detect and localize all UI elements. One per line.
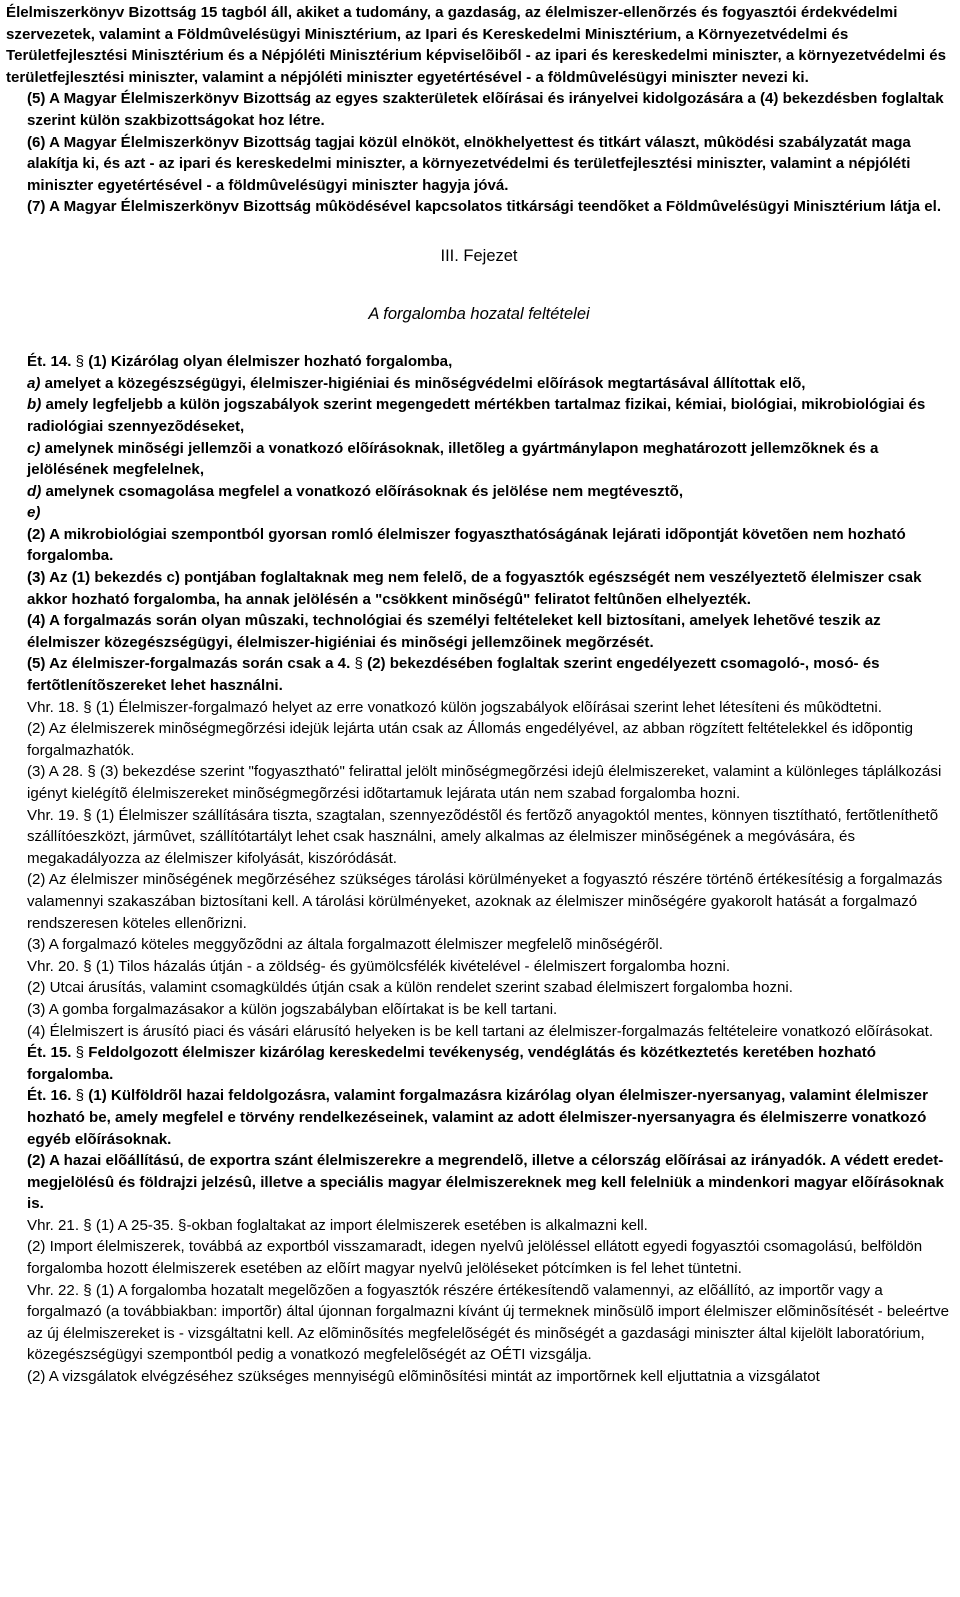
paragraph-text: (1) Külföldrõl hazai feldolgozásra, valamint forgalmazásra kizárólag olyan élelmiszer-nyersanyag, valamint élelmiszer hozható be, amely megfelel e törvény rendelkezéseinek, valamint az adott élelmiszer-nyersanyagra és élelmiszerre vonatkozó egyéb elõírásoknak.	[27, 1087, 928, 1148]
paragraph-p_5	[6, 88, 952, 131]
paragraph-et14	[6, 351, 952, 373]
section-sign: §	[354, 655, 363, 673]
section-sign: §	[87, 763, 96, 781]
paragraph-text: Ét. 16.	[27, 1087, 76, 1105]
paragraph-vhr21_1	[6, 1215, 952, 1237]
list-marker: a)	[27, 374, 41, 392]
paragraph-text: (2) Import élelmiszerek, továbbá az exportból visszamaradt, idegen nyelvû jelöléssel ellátott egyedi fogyasztói csomagolású, belföldön forgalomba hozott élelmiszerek esetében az elõírt magyar nyelvû jelöléseket pótcímken is fel lehet tüntetni.	[27, 1238, 923, 1278]
section-sign: §	[178, 1216, 187, 1234]
paragraph-vhr18_2	[6, 718, 952, 761]
body-section	[6, 351, 952, 1388]
section-sign: §	[75, 1044, 85, 1062]
paragraph-vhr20_3	[6, 999, 952, 1021]
paragraph-text: (2) Utcai árusítás, valamint csomagküldés útján csak a külön rendelet szerint szabad élelmiszert forgalomba hozni.	[27, 979, 793, 997]
paragraph-text: (7) A Magyar Élelmiszerkönyv Bizottság mûködésével kapcsolatos titkársági teendõket a Földmûvelésügyi Minisztérium látja el.	[27, 198, 942, 216]
paragraph-text: amelyet a közegészségügyi, élelmiszer-higiéniai és minõségvédelmi elõírások megtartásával állítottak elõ,	[40, 374, 806, 392]
paragraph-text: amelynek csomagolása megfelel a vonatkozó elõírásoknak és jelölése nem megtévesztõ,	[41, 482, 684, 500]
list-marker: e)	[27, 504, 41, 522]
paragraph-et16_2	[6, 1150, 952, 1215]
paragraph-et15	[6, 1042, 952, 1085]
paragraph-text: (3) A 28.	[27, 763, 88, 781]
paragraph-text: (4) A forgalmazás során olyan mûszaki, technológiai és személyi feltételeket kell biztosítani, amelyek lehetõvé teszik az élelmiszer közegészségügyi, élelmiszer-higiéniai és minõségi jellemzõinek megõrzését.	[27, 612, 881, 651]
section-sign: §	[75, 353, 85, 371]
paragraph-text: Feldolgozott élelmiszer kizárólag kereskedelmi tevékenység, vendéglátás és közétkeztetés keretében hozható forgalomba.	[27, 1044, 876, 1083]
paragraph-text: Vhr. 18.	[27, 698, 84, 716]
paragraph-text: (2) A hazai elõállítású, de exportra szánt élelmiszerekre a megrendelõ, illetve a célország elõírásai az irányadók. A védett eredet-megjelölésû és földrajzi jelzésû, illetve a speciális magyar élelmiszereknek meg kell felelniük a mindenkori magyar elõírásoknak is.	[27, 1152, 944, 1213]
list-marker: d)	[27, 482, 42, 500]
paragraph-vhr19_1	[6, 805, 952, 870]
section-sign: §	[83, 806, 92, 824]
paragraph-et14_3	[6, 567, 952, 610]
paragraph-et14a	[6, 373, 952, 395]
paragraph-text: Vhr. 20.	[27, 957, 84, 975]
chapter-title: A forgalomba hozatal feltételei	[368, 304, 590, 323]
paragraph-text: (3) A forgalmazó köteles meggyõzõdni az általa forgalmazott élelmiszer megfelelõ minõségérõl.	[27, 936, 663, 954]
paragraph-vhr21_2	[6, 1236, 952, 1279]
paragraph-text: (1) A forgalomba hozatalt megelõzõen a fogyasztók részére értékesítendõ valamennyi, az elõállító, az importõr vagy a forgalmazó (a továbbiakban: importõr) által újonnan forgalmazni kívánt új termeknek minõsülõ import élelmiszer elõminõsítését - beleértve az új élelmiszereket is - vizsgáltatni kell. Az elõminõsítés megfelelõségét és minõségét a gazdasági miniszter által kijelölt laboratórium, közegészségügyi szempontból pedig a vonatkozó megfelelõségét az OÉTI vizsgálja.	[27, 1281, 949, 1364]
paragraph-vhr20_4	[6, 1021, 952, 1043]
paragraph-text: amely legfeljebb a külön jogszabályok szerint megengedett mértékben tartalmaz fizikai, kémiai, biológiai, mikrobiológiai és radiológiai szennyezõdéseket,	[27, 396, 926, 435]
paragraph-vhr19_3	[6, 934, 952, 956]
paragraph-text: Vhr. 22.	[27, 1281, 84, 1299]
paragraph-et14_2	[6, 524, 952, 567]
paragraph-text: (2) Az élelmiszer minõségének megõrzéséhez szükséges tárolási körülményeket a fogyasztó részére történõ értékesítésig a forgalmazás valamennyi szakaszában biztosítani kell. A tárolási körülményeket, azoknak az élelmiszer minõségére gyakorolt hatását a forgalmazó rendszeresen köteles ellenõrizni.	[27, 871, 943, 932]
paragraph-text: -okban foglaltakat az import élelmiszerek esetében is alkalmazni kell.	[186, 1216, 648, 1234]
section-sign: §	[83, 698, 92, 716]
paragraph-text: (3) Az (1) bekezdés c) pontjában foglaltaknak meg nem felelõ, de a fogyasztók egészségét nem veszélyeztetõ élelmiszer csak akkor hozható forgalomba, ha annak jelölésén a "csökkent minõségû" feliratot feltûnõen elhelyezték.	[27, 569, 922, 608]
paragraph-vhr22_2	[6, 1366, 952, 1388]
paragraph-text: Ét. 14.	[27, 353, 76, 371]
paragraph-text: (2) bekezdésében foglaltak szerint engedélyezett csomagoló-, mosó- és fertõtlenítõszereket lehet használni.	[27, 655, 880, 695]
paragraph-text: (1) Tilos házalás útján - a zöldség- és gyümölcsfélék kivételével - élelmiszert forgalomba hozni.	[91, 957, 731, 975]
paragraph-et14d	[6, 481, 952, 503]
paragraph-et14b	[6, 394, 952, 437]
section-sign: §	[83, 1216, 92, 1234]
paragraph-vhr18_3	[6, 761, 952, 804]
paragraph-p_6	[6, 132, 952, 197]
paragraph-text: (1) Élelmiszer-forgalmazó helyet az erre vonatkozó külön jogszabályok elõírásai szerint lehet létesíteni és mûködtetni.	[91, 698, 882, 716]
paragraph-text: (3) bekezdése szerint "fogyasztható" felirattal jelölt minõségmegõrzési idejû élelmiszereket, valamint a különleges táplálkozási igényt kielégítõ élelmiszereket minõségmegõrzési idõtartamuk lejárata után nem szabad forgalomba hozni.	[27, 763, 942, 802]
paragraph-vhr18_1	[6, 697, 952, 719]
paragraph-et14_5	[6, 653, 952, 696]
chapter-number: III. Fejezet	[440, 246, 518, 265]
paragraph-vhr22_1	[6, 1280, 952, 1366]
paragraph-text: (2) A mikrobiológiai szempontból gyorsan romló élelmiszer fogyaszthatóságának lejárati idõpontját követõen nem hozható forgalomba.	[27, 525, 906, 565]
paragraph-et16_1	[6, 1085, 952, 1150]
paragraph-et14e	[6, 502, 952, 524]
paragraph-et14_4	[6, 610, 952, 653]
paragraph-text: amelynek minõségi jellemzõi a vonatkozó elõírásoknak, illetõleg a gyártmánylapon meghatározott jellemzõknek és a jelölésének megfelelnek,	[27, 439, 879, 479]
intro-section	[6, 2, 952, 218]
section-sign: §	[83, 957, 92, 975]
paragraph-p_intro	[6, 2, 952, 88]
paragraph-text: (4) Élelmiszert is árusító piaci és vásári elárusító helyeken is be kell tartani az élelmiszer-forgalmazás feltételeire vonatkozó elõírásokat.	[27, 1022, 934, 1040]
paragraph-text: (2) Az élelmiszerek minõségmegõrzési idejük lejárta után csak az Állomás engedélyével, az abban rögzített feltételekkel és idõpontig forgalmazhatók.	[27, 720, 913, 759]
paragraph-text: (2) A vizsgálatok elvégzéséhez szükséges mennyiségû elõminõsítési mintát az importõrnek kell eljuttatnia a vizsgálatot	[27, 1368, 820, 1386]
paragraph-text: (1) A 25-35.	[91, 1216, 179, 1234]
paragraph-p_7	[6, 196, 952, 218]
paragraph-text: Élelmiszerkönyv Bizottság 15 tagból áll, akiket a tudomány, a gazdaság, az élelmiszer-ellenõrzés és fogyasztói érdekvédelmi szervezetek, valamint a Földmûvelésügyi Minisztérium, az Ipari és Kereskedelmi Minisztérium, a Környezetvédelmi és Területfejlesztési Minisztérium és a Népjóléti Minisztérium képviselõiből - az ipari és kereskedelmi miniszter, a környezetvédelmi és területfejlesztési miniszter, valamint a népjóléti miniszter egyetértésével - a földmûvelésügyi miniszter nevezi ki.	[6, 4, 947, 86]
paragraph-text: Ét. 15.	[27, 1044, 76, 1062]
paragraph-vhr20_1	[6, 956, 952, 978]
section-sign: §	[75, 1087, 85, 1105]
paragraph-text: (6) A Magyar Élelmiszerkönyv Bizottság tagjai közül elnököt, elnökhelyettest és titkárt választ, mûködési szabályzatát maga alakítja ki, és azt - az ipari és kereskedelmi miniszter, a környezetvédelmi és területfejlesztési miniszter, valamint a népjóléti miniszter egyetértésével - a földmûvelésügyi miniszter hagyja jóvá.	[27, 133, 911, 194]
section-sign: §	[83, 1281, 92, 1299]
paragraph-text: (1) Élelmiszer szállítására tiszta, szagtalan, szennyezõdéstõl és fertõzõ anyagoktól mentes, könnyen tisztítható, fertõtleníthetõ szállítóeszközt, jármûvet, szállítótartályt lehet csak használni, amely alkalmas az élelmiszer minõségének a megóvására, és megakadályozza az élelmiszer kifolyását, kiszóródását.	[27, 806, 939, 867]
paragraph-vhr19_2	[6, 869, 952, 934]
paragraph-text: Vhr. 19.	[27, 806, 84, 824]
paragraph-vhr20_2	[6, 977, 952, 999]
paragraph-text: (3) A gomba forgalmazásakor a külön jogszabályban elõírtakat is be kell tartani.	[27, 1000, 558, 1018]
paragraph-text: (5) Az élelmiszer-forgalmazás során csak a 4.	[27, 655, 355, 673]
paragraph-text: Vhr. 21.	[27, 1216, 84, 1234]
paragraph-et14c	[6, 438, 952, 481]
paragraph-text: (1) Kizárólag olyan élelmiszer hozható forgalomba,	[84, 353, 453, 371]
paragraph-text: (5) A Magyar Élelmiszerkönyv Bizottság az egyes szakterületek elõírásai és irányelvei kidolgozására a (4) bekezdésben foglaltak szerint külön szakbizottságokat hoz létre.	[27, 90, 944, 129]
list-marker: c)	[27, 439, 41, 457]
list-marker: b)	[27, 396, 42, 414]
